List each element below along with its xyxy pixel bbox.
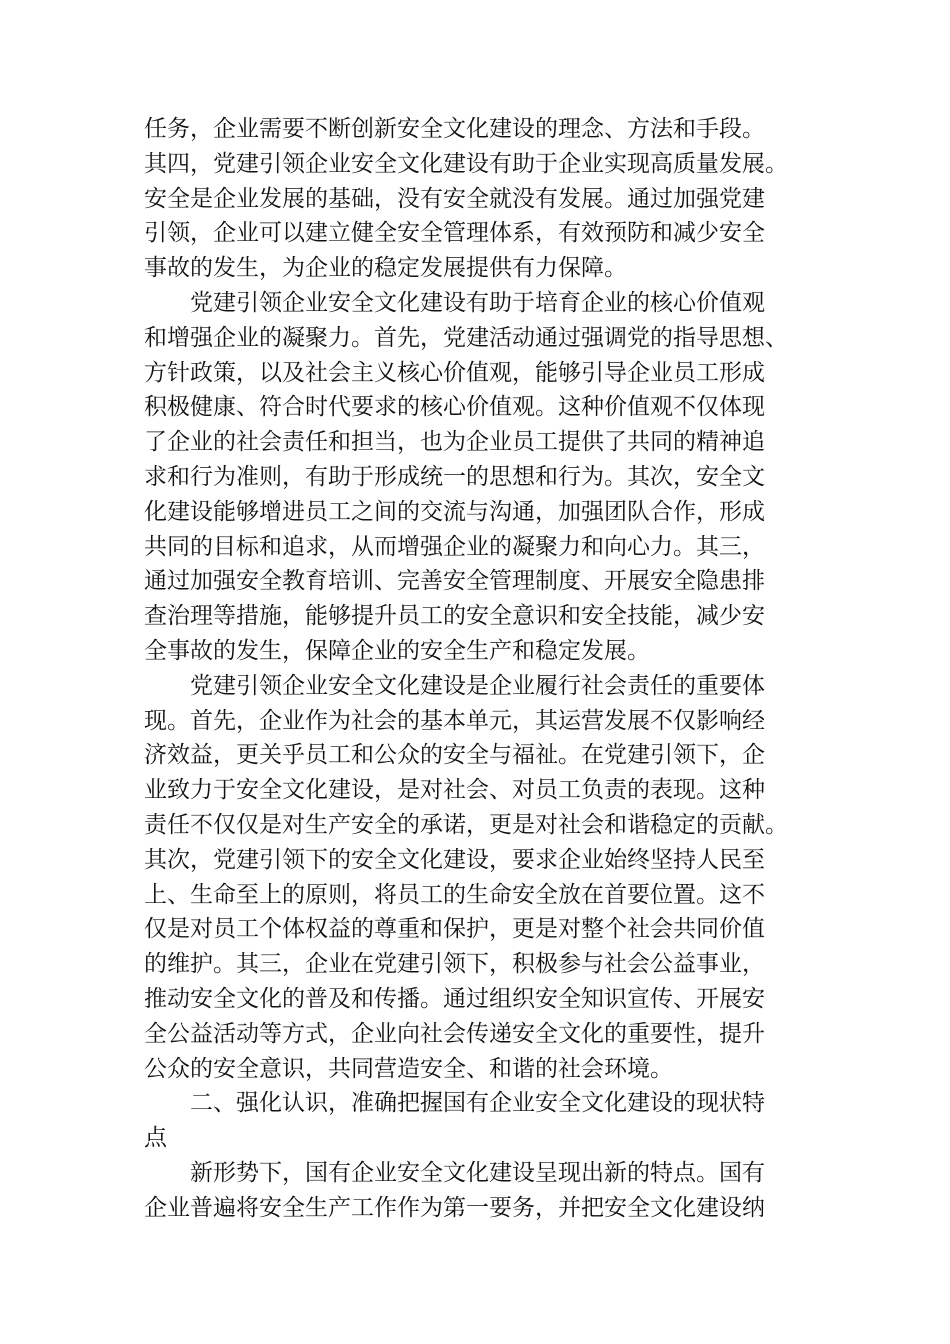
text-line: 全事故的发生，保障企业的安全生产和稳定发展。 [144, 637, 650, 664]
text-line: 和增强企业的凝聚力。首先，党建活动通过强调党的指导思想、 [144, 324, 788, 351]
text-line: 业致力于安全文化建设，是对社会、对员工负责的表现。这种 [144, 777, 765, 804]
text-line: 公众的安全意识，共同营造安全、和谐的社会环境。 [144, 1055, 673, 1082]
section-heading: 二、强化认识，准确把握国有企业安全文化建设的现状特 [190, 1090, 765, 1117]
section-heading-continued: 点 [144, 1125, 167, 1152]
text-line: 了企业的社会责任和担当，也为企业员工提供了共同的精神追 [144, 429, 765, 456]
text-line: 其次，党建引领下的安全文化建设，要求企业始终坚持人民至 [144, 846, 765, 873]
text-line: 任务，企业需要不断创新安全文化建设的理念、方法和手段。 [144, 116, 765, 142]
document-body [144, 112, 824, 1226]
paragraph-first-line: 新形势下，国有企业安全文化建设呈现出新的特点。国有 [190, 1159, 765, 1186]
text-line: 化建设能够增进员工之间的交流与沟通，加强团队合作，形成 [144, 498, 765, 525]
text-line: 仅是对员工个体权益的尊重和保护，更是对整个社会共同价值 [144, 916, 765, 943]
text-line: 共同的目标和追求，从而增强企业的凝聚力和向心力。其三， [144, 533, 765, 560]
text-line: 其四，党建引领企业安全文化建设有助于企业实现高质量发展。 [144, 150, 788, 177]
text-line: 的维护。其三，企业在党建引领下，积极参与社会公益事业， [144, 951, 765, 978]
text-line: 上、生命至上的原则，将员工的生命安全放在首要位置。这不 [144, 881, 765, 908]
text-line: 积极健康、符合时代要求的核心价值观。这种价值观不仅体现 [144, 394, 765, 421]
text-line: 查治理等措施，能够提升员工的安全意识和安全技能，减少安 [144, 603, 765, 630]
paragraph-first-line: 党建引领企业安全文化建设是企业履行社会责任的重要体 [190, 672, 765, 699]
text-line: 安全是企业发展的基础，没有安全就没有发展。通过加强党建 [144, 185, 765, 212]
text-line: 责任不仅仅是对生产安全的承诺，更是对社会和谐稳定的贡献。 [144, 811, 788, 838]
text-line: 济效益，更关乎员工和公众的安全与福祉。在党建引领下，企 [144, 742, 765, 769]
text-line: 现。首先，企业作为社会的基本单元，其运营发展不仅影响经 [144, 707, 765, 734]
text-line: 方针政策，以及社会主义核心价值观，能够引导企业员工形成 [144, 359, 765, 386]
paragraph-first-line: 党建引领企业安全文化建设有助于培育企业的核心价值观 [190, 289, 765, 316]
text-line: 通过加强安全教育培训、完善安全管理制度、开展安全隐患排 [144, 568, 765, 595]
text-line: 事故的发生，为企业的稳定发展提供有力保障。 [144, 255, 627, 282]
text-line: 全公益活动等方式，企业向社会传递安全文化的重要性，提升 [144, 1020, 765, 1047]
text-line: 企业普遍将安全生产工作作为第一要务，并把安全文化建设纳 [144, 1194, 765, 1221]
text-line: 求和行为准则，有助于形成统一的思想和行为。其次，安全文 [144, 463, 765, 490]
text-line: 引领，企业可以建立健全安全管理体系，有效预防和减少安全 [144, 220, 765, 247]
text-line: 推动安全文化的普及和传播。通过组织安全知识宣传、开展安 [144, 985, 765, 1012]
